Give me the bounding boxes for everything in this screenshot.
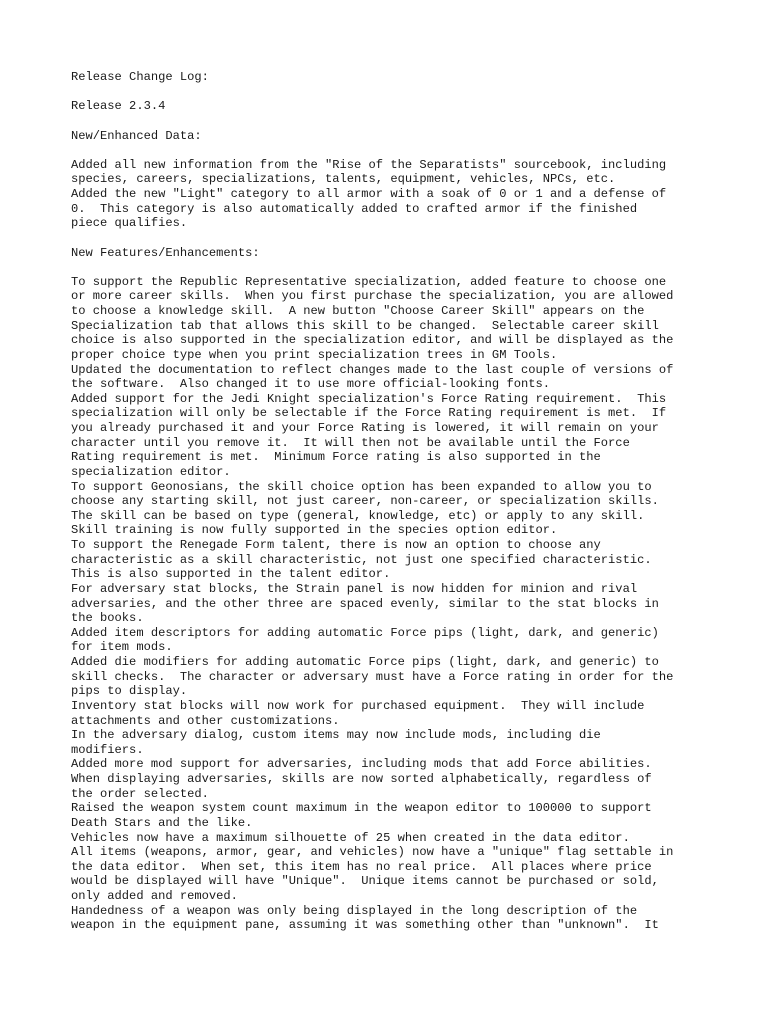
text-line: Raised the weapon system count maximum in the weapon editor to 100000 to support	[71, 801, 652, 816]
text-line: characteristic as a skill characteristic, not just one specified characteristic.	[71, 552, 652, 567]
text-line: The skill can be based on type (general, knowledge, etc) or apply to any skill.	[71, 508, 645, 523]
text-line: When displaying adversaries, skills are now sorted alphabetically, regardless of	[71, 772, 652, 786]
text-line: character until you remove it. It will then not be available until the Force	[71, 435, 630, 450]
text-line: would be displayed will have "Unique". Unique items cannot be purchased or sold,	[71, 874, 659, 889]
text-line: modifiers.	[71, 742, 144, 757]
text-line: Added item descriptors for adding automatic Force pips (light, dark, and generic)	[71, 625, 659, 640]
change-log-text	[71, 70, 731, 933]
text-line: choice is also supported in the specialization editor, and will be displayed as the	[71, 333, 674, 348]
text-line: All items (weapons, armor, gear, and vehicles) now have a "unique" flag settable in	[71, 845, 674, 860]
text-line: Added support for the Jedi Knight specialization's Force Rating requirement. This	[71, 391, 667, 406]
blank-line	[71, 143, 731, 158]
text-line: only added and removed.	[71, 889, 238, 903]
text-line: choose any starting skill, not just career, non-career, or specialization skills.	[71, 494, 659, 509]
text-line: Rating requirement is met. Minimum Force rating is also supported in the	[71, 450, 601, 465]
text-line: the order selected.	[71, 786, 209, 801]
text-line: Added the new "Light" category to all armor with a soak of 0 or 1 and a defense of	[71, 187, 667, 201]
text-line: Added more mod support for adversaries, including mods that add Force abilities.	[71, 757, 652, 772]
text-line: Added die modifiers for adding automatic Force pips (light, dark, and generic) to	[71, 655, 659, 669]
text-line: Release 2.3.4	[71, 99, 166, 114]
blank-line	[71, 114, 731, 129]
text-line: specialization editor.	[71, 464, 231, 479]
text-line: weapon in the equipment pane, assuming it was something other than "unknown". It	[71, 918, 659, 933]
text-line: for item mods.	[71, 640, 173, 655]
blank-line	[71, 85, 731, 100]
text-line: the software. Also changed it to use more official-looking fonts.	[71, 377, 550, 392]
text-line: In the adversary dialog, custom items may now include mods, including die	[71, 728, 601, 743]
text-line: Added all new information from the "Rise of the Separatists" sourcebook, including	[71, 157, 667, 172]
text-line: you already purchased it and your Force Rating is lowered, it will remain on your	[71, 421, 659, 435]
text-line: 0. This category is also automatically added to crafted armor if the finished	[71, 201, 638, 216]
text-line: To support the Republic Representative specialization, added feature to choose one	[71, 274, 667, 289]
text-line: Release Change Log:	[71, 70, 209, 84]
text-line: or more career skills. When you first purchase the specialization, you are allowed	[71, 289, 674, 304]
text-line: Inventory stat blocks will now work for purchased equipment. They will include	[71, 698, 645, 713]
text-line: specialization will only be selectable if the Force Rating requirement is met. If	[71, 406, 667, 421]
text-line: New Features/Enhancements:	[71, 245, 260, 260]
text-line: This is also supported in the talent editor.	[71, 567, 391, 582]
text-line: pips to display.	[71, 684, 188, 699]
text-line: Vehicles now have a maximum silhouette of 25 when created in the data editor.	[71, 830, 630, 845]
text-line: the data editor. When set, this item has no real price. All places where price	[71, 859, 652, 874]
text-line: New/Enhanced Data:	[71, 128, 202, 143]
blank-line	[71, 260, 731, 275]
text-line: For adversary stat blocks, the Strain panel is now hidden for minion and rival	[71, 581, 638, 596]
text-line: adversaries, and the other three are spaced evenly, similar to the stat blocks in	[71, 596, 659, 611]
text-line: Handedness of a weapon was only being displayed in the long description of the	[71, 903, 638, 918]
text-line: Updated the documentation to reflect changes made to the last couple of versions of	[71, 362, 674, 377]
text-line: Death Stars and the like.	[71, 815, 253, 830]
blank-line	[71, 231, 731, 246]
text-line: proper choice type when you print specialization trees in GM Tools.	[71, 347, 558, 362]
text-line: To support the Renegade Form talent, there is now an option to choose any	[71, 538, 601, 552]
text-line: piece qualifies.	[71, 216, 188, 231]
text-line: the books.	[71, 611, 144, 626]
text-line: skill checks. The character or adversary must have a Force rating in order for the	[71, 669, 674, 684]
text-line: species, careers, specializations, talents, equipment, vehicles, NPCs, etc.	[71, 172, 616, 187]
text-line: Skill training is now fully supported in the species option editor.	[71, 523, 558, 538]
text-line: to choose a knowledge skill. A new button "Choose Career Skill" appears on the	[71, 304, 645, 318]
text-line: Specialization tab that allows this skill to be changed. Selectable career skill	[71, 318, 659, 333]
text-line: attachments and other customizations.	[71, 713, 340, 728]
text-line: To support Geonosians, the skill choice option has been expanded to allow you to	[71, 479, 652, 494]
